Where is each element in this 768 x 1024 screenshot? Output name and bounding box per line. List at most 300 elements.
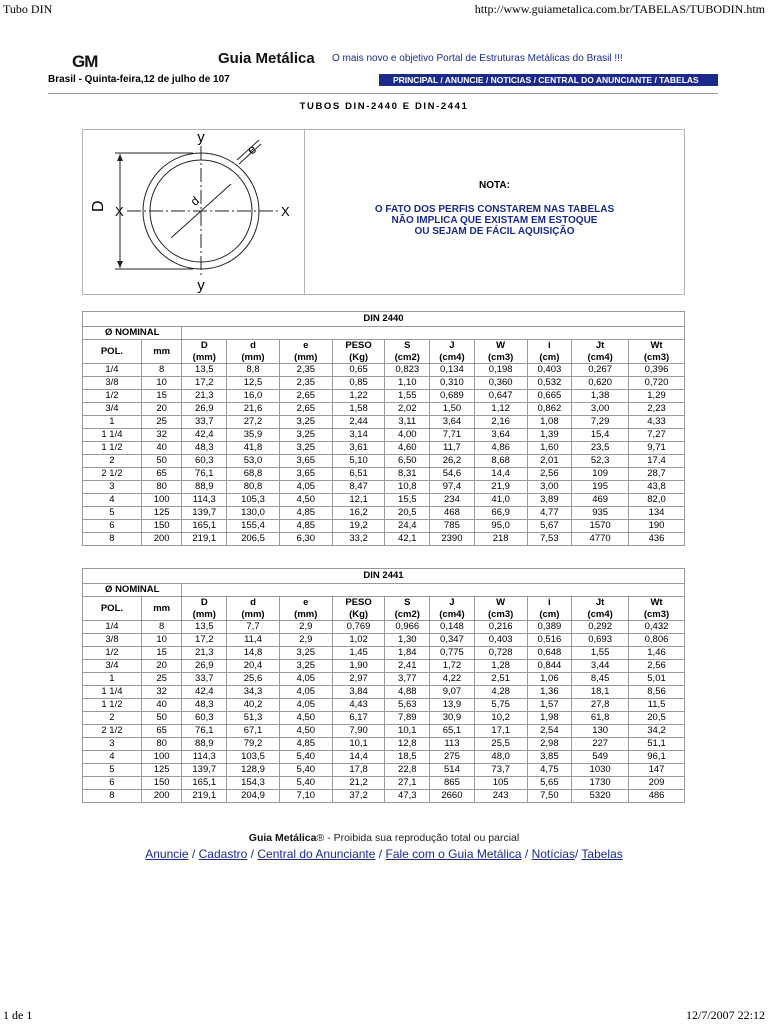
table-cell: 65 — [141, 725, 182, 738]
table-cell: 0,516 — [527, 634, 572, 647]
table-cell: 139,7 — [182, 507, 227, 520]
table-cell: 130,0 — [227, 507, 280, 520]
top-nav-bar[interactable]: PRINCIPAL / ANUNCIE / NOTICIAS / CENTRAL DO ANUNCIANTE / TABELAS — [379, 74, 718, 86]
table-cell: 0,823 — [385, 364, 430, 377]
table-cell: 3,64 — [430, 416, 475, 429]
table-cell: 3,25 — [279, 660, 332, 673]
table-row — [83, 364, 685, 377]
table-cell: 20 — [141, 403, 182, 416]
table-cell: 14,4 — [474, 468, 527, 481]
table-cell: 0,844 — [527, 660, 572, 673]
col-unit: (mm) — [294, 608, 318, 620]
table-cell: 7,50 — [527, 790, 572, 803]
table-cell: 17,4 — [629, 455, 685, 468]
table-cell: 2390 — [430, 533, 475, 546]
table-cell: 436 — [629, 533, 685, 546]
table-cell: 21,6 — [227, 403, 280, 416]
table-cell: 0,360 — [474, 377, 527, 390]
col-wall-thickness — [279, 597, 332, 621]
table-row — [83, 712, 685, 725]
table-cell: 1,72 — [430, 660, 475, 673]
col-symbol: e — [303, 340, 309, 351]
col-symbol: PESO — [345, 597, 372, 608]
col-symbol: S — [404, 340, 411, 351]
table-cell: 109 — [572, 468, 629, 481]
table-cell: 6,17 — [332, 712, 385, 725]
table-cell: 1730 — [572, 777, 629, 790]
table-cell: 2,35 — [279, 364, 332, 377]
table-cell: 42,1 — [385, 533, 430, 546]
table-cell: 3,14 — [332, 429, 385, 442]
table-row — [83, 533, 685, 546]
table-cell: 1,28 — [474, 660, 527, 673]
table-cell: 8,47 — [332, 481, 385, 494]
table-cell: 865 — [430, 777, 475, 790]
table-cell: 275 — [430, 751, 475, 764]
col-mm: mm — [141, 597, 182, 621]
site-logo[interactable]: GM — [72, 52, 98, 71]
table-cell: 9,07 — [430, 686, 475, 699]
header-blank — [182, 327, 685, 340]
table-cell: 76,1 — [182, 468, 227, 481]
col-torsion-inertia — [572, 340, 629, 364]
table-cell: 0,396 — [629, 364, 685, 377]
table-cell: 1,36 — [527, 686, 572, 699]
table-cell: 11,5 — [629, 699, 685, 712]
col-inner-diameter — [227, 340, 280, 364]
table-cell: 0,389 — [527, 621, 572, 634]
table-cell: 3,25 — [279, 647, 332, 660]
footer-brand: Guia Metálica — [248, 832, 317, 844]
table-cell: 0,403 — [527, 364, 572, 377]
din-2440-table — [82, 311, 685, 546]
outer-diameter-label: D — [90, 200, 107, 212]
col-unit: (cm4) — [439, 351, 465, 363]
table-cell: 219,1 — [182, 533, 227, 546]
y-axis-label-bottom: y — [197, 277, 205, 294]
table-cell: 190 — [629, 520, 685, 533]
col-unit: (cm3) — [487, 351, 514, 363]
table-cell: 1,50 — [430, 403, 475, 416]
table-cell: 10,1 — [332, 738, 385, 751]
table-cell: 7,71 — [430, 429, 475, 442]
table-cell: 1/2 — [83, 390, 142, 403]
table-cell: 60,3 — [182, 455, 227, 468]
table-cell: 3,00 — [527, 481, 572, 494]
table-cell: 10,2 — [474, 712, 527, 725]
table-cell: 103,5 — [227, 751, 280, 764]
table-cell: 3,84 — [332, 686, 385, 699]
table-cell: 1,02 — [332, 634, 385, 647]
table-cell: 6,51 — [332, 468, 385, 481]
col-symbol: d — [250, 597, 256, 608]
table-cell: 2 — [83, 455, 142, 468]
table-cell: 218 — [474, 533, 527, 546]
table-cell: 1570 — [572, 520, 629, 533]
col-unit: (mm) — [294, 351, 318, 363]
table-cell: 33,2 — [332, 533, 385, 546]
col-outer-diameter — [182, 597, 227, 621]
table-cell: 79,2 — [227, 738, 280, 751]
table-cell: 1,06 — [527, 673, 572, 686]
col-symbol: W — [496, 597, 506, 608]
table-cell: 50 — [141, 712, 182, 725]
print-datetime: 12/7/2007 22:12 — [685, 1008, 765, 1022]
table-row — [83, 494, 685, 507]
table-cell: 23,5 — [572, 442, 629, 455]
table-row — [83, 764, 685, 777]
table-cell: 33,7 — [182, 673, 227, 686]
table-cell: 1,60 — [527, 442, 572, 455]
table-cell: 19,2 — [332, 520, 385, 533]
table-row — [83, 507, 685, 520]
table-cell: 5,65 — [527, 777, 572, 790]
table-cell: 24,4 — [385, 520, 430, 533]
table-cell: 34,3 — [227, 686, 280, 699]
table-cell: 7,89 — [385, 712, 430, 725]
table-header-row — [83, 327, 685, 340]
table-cell: 1 1/4 — [83, 429, 142, 442]
table-cell: 3,00 — [572, 403, 629, 416]
table-cell: 14,8 — [227, 647, 280, 660]
table-cell: 1 1/2 — [83, 442, 142, 455]
table-cell: 0,216 — [474, 621, 527, 634]
note-line: OU SEJAM DE FÁCIL AQUISIÇÃO — [414, 226, 575, 237]
table-cell: 3,44 — [572, 660, 629, 673]
table-cell: 50 — [141, 455, 182, 468]
col-torsion-modulus — [629, 340, 685, 364]
table-cell: 3/8 — [83, 634, 142, 647]
table-cell: 27,1 — [385, 777, 430, 790]
footer-link-cadastro[interactable]: Cadastro — [198, 847, 248, 861]
table-cell: 1 1/4 — [83, 686, 142, 699]
table-cell: 8,56 — [629, 686, 685, 699]
table-cell: 6 — [83, 777, 142, 790]
table-cell: 935 — [572, 507, 629, 520]
table-cell: 1 — [83, 416, 142, 429]
table-cell: 40 — [141, 699, 182, 712]
table-row — [83, 481, 685, 494]
table-cell: 5,40 — [279, 777, 332, 790]
col-symbol: J — [449, 340, 455, 351]
col-symbol: PESO — [345, 340, 372, 351]
table-cell: 1 — [83, 673, 142, 686]
print-page-url: http://www.guiametalica.com.br/TABELAS/TUBODIN.htm — [474, 2, 765, 16]
table-cell: 6,50 — [385, 455, 430, 468]
col-unit: (cm2) — [394, 608, 420, 620]
din-2441-table — [82, 568, 685, 803]
table-cell: 2,51 — [474, 673, 527, 686]
table-cell: 4,85 — [279, 507, 332, 520]
table-cell: 61,8 — [572, 712, 629, 725]
table-cell: 37,2 — [332, 790, 385, 803]
table-cell: 2,54 — [527, 725, 572, 738]
col-symbol: W — [496, 340, 506, 351]
table-cell: 32 — [141, 429, 182, 442]
header-divider — [48, 93, 718, 94]
table-cell: 0,665 — [527, 390, 572, 403]
table-cell: 4,28 — [474, 686, 527, 699]
table-cell: 0,134 — [430, 364, 475, 377]
table-row — [83, 455, 685, 468]
table-row — [83, 429, 685, 442]
table-cell: 5,01 — [629, 673, 685, 686]
table-cell: 0,292 — [572, 621, 629, 634]
table-cell: 209 — [629, 777, 685, 790]
table-cell: 7,90 — [332, 725, 385, 738]
table-cell: 2,02 — [385, 403, 430, 416]
col-unit: (mm) — [192, 351, 216, 363]
table-cell: 2,98 — [527, 738, 572, 751]
header-date: Brasil - Quinta-feira,12 de julho de 107 — [48, 74, 230, 85]
table-row — [83, 442, 685, 455]
col-unit: (mm) — [192, 608, 216, 620]
table-cell: 15,5 — [385, 494, 430, 507]
table-cell: 21,2 — [332, 777, 385, 790]
table-cell: 468 — [430, 507, 475, 520]
footer-link-anuncie[interactable]: Anuncie — [145, 847, 189, 861]
col-unit: (cm3) — [643, 608, 670, 620]
table-cell: 139,7 — [182, 764, 227, 777]
col-symbol: D — [200, 597, 208, 608]
table-cell: 128,9 — [227, 764, 280, 777]
table-cell: 4,75 — [527, 764, 572, 777]
table-cell: 4,50 — [279, 712, 332, 725]
footer-link-noticias[interactable]: Notícias — [531, 847, 575, 861]
col-symbol: e — [303, 597, 309, 608]
table-cell: 17,2 — [182, 634, 227, 647]
table-title: DIN 2440 — [83, 312, 685, 327]
table-cell: 67,1 — [227, 725, 280, 738]
table-cell: 21,3 — [182, 647, 227, 660]
table-cell: 15 — [141, 390, 182, 403]
col-weight — [332, 597, 385, 621]
table-cell: 125 — [141, 507, 182, 520]
table-row — [83, 647, 685, 660]
table-cell: 27,2 — [227, 416, 280, 429]
table-row — [83, 725, 685, 738]
table-cell: 21,9 — [474, 481, 527, 494]
table-cell: 43,8 — [629, 481, 685, 494]
table-row — [83, 738, 685, 751]
table-cell: 1,12 — [474, 403, 527, 416]
table-cell: 5,10 — [332, 455, 385, 468]
table-cell: 2,9 — [279, 634, 332, 647]
table-cell: 3/8 — [83, 377, 142, 390]
footer-link-fale-conosco[interactable]: Fale com o Guia Metálica — [385, 847, 522, 861]
table-cell: 11,4 — [227, 634, 280, 647]
table-cell: 2,65 — [279, 403, 332, 416]
table-cell: 8 — [83, 790, 142, 803]
footer-link-central-anunciante[interactable]: Central do Anunciante — [257, 847, 376, 861]
table-cell: 4,05 — [279, 699, 332, 712]
table-cell: 17,1 — [474, 725, 527, 738]
table-row — [83, 686, 685, 699]
table-cell: 5,63 — [385, 699, 430, 712]
col-outer-diameter — [182, 340, 227, 364]
table-cell: 68,8 — [227, 468, 280, 481]
table-cell: 52,3 — [572, 455, 629, 468]
table-cell: 10,8 — [385, 481, 430, 494]
table-cell: 32 — [141, 686, 182, 699]
table-cell: 48,0 — [474, 751, 527, 764]
col-pol: POL. — [83, 340, 142, 364]
table-cell: 4770 — [572, 533, 629, 546]
table-cell: 2 — [83, 712, 142, 725]
site-tagline: O mais novo e objetivo Portal de Estruturas Metálicas do Brasil !!! — [332, 53, 623, 64]
table-cell: 1/2 — [83, 647, 142, 660]
table-cell: 65 — [141, 468, 182, 481]
table-cell: 147 — [629, 764, 685, 777]
table-cell: 18,5 — [385, 751, 430, 764]
col-inner-diameter — [227, 597, 280, 621]
y-axis-label-top: y — [197, 130, 205, 146]
table-row — [83, 377, 685, 390]
table-header-row — [83, 340, 685, 364]
table-cell: 4,43 — [332, 699, 385, 712]
table-cell: 5320 — [572, 790, 629, 803]
table-cell: 0,862 — [527, 403, 572, 416]
table-cell: 0,689 — [430, 390, 475, 403]
table-cell: 2,56 — [527, 468, 572, 481]
table-cell: 60,3 — [182, 712, 227, 725]
table-cell: 4,33 — [629, 416, 685, 429]
table-cell: 42,4 — [182, 429, 227, 442]
table-cell: 100 — [141, 751, 182, 764]
col-unit: (Kg) — [349, 351, 369, 363]
table-cell: 1,58 — [332, 403, 385, 416]
table-cell: 7,10 — [279, 790, 332, 803]
footer-links: Anuncie / Cadastro / Central do Anunciante / Fale com o Guia Metálica / Notícias/ Tabelas — [145, 847, 623, 861]
table-cell: 88,9 — [182, 481, 227, 494]
footer-link-tabelas[interactable]: Tabelas — [581, 847, 623, 861]
copyright-notice — [0, 832, 768, 844]
table-cell: 41,8 — [227, 442, 280, 455]
table-cell: 2 1/2 — [83, 468, 142, 481]
table-cell: 1,84 — [385, 647, 430, 660]
col-symbol: D — [200, 340, 208, 351]
table-cell: 5,75 — [474, 699, 527, 712]
table-cell: 1/4 — [83, 364, 142, 377]
col-symbol: Jt — [595, 597, 605, 608]
table-cell: 12,8 — [385, 738, 430, 751]
table-title: DIN 2441 — [83, 569, 685, 584]
table-cell: 15 — [141, 647, 182, 660]
table-cell: 165,1 — [182, 520, 227, 533]
table-cell: 54,6 — [430, 468, 475, 481]
table-cell: 234 — [430, 494, 475, 507]
table-cell: 2,56 — [629, 660, 685, 673]
col-unit: (mm) — [241, 351, 265, 363]
table-cell: 53,0 — [227, 455, 280, 468]
table-cell: 0,806 — [629, 634, 685, 647]
table-cell: 2,97 — [332, 673, 385, 686]
table-cell: 97,4 — [430, 481, 475, 494]
table-cell: 2,44 — [332, 416, 385, 429]
note-line: O FATO DOS PERFIS CONSTAREM NAS TABELAS — [374, 204, 615, 215]
table-cell: 4,60 — [385, 442, 430, 455]
table-cell: 2660 — [430, 790, 475, 803]
table-row — [83, 777, 685, 790]
table-cell: 155,4 — [227, 520, 280, 533]
table-cell: 8 — [141, 621, 182, 634]
table-cell: 2,41 — [385, 660, 430, 673]
table-cell: 0,403 — [474, 634, 527, 647]
table-cell: 785 — [430, 520, 475, 533]
table-cell: 219,1 — [182, 790, 227, 803]
table-cell: 3,25 — [279, 429, 332, 442]
table-cell: 82,0 — [629, 494, 685, 507]
table-cell: 3,65 — [279, 468, 332, 481]
table-row — [83, 660, 685, 673]
table-cell: 17,2 — [182, 377, 227, 390]
table-cell: 4,00 — [385, 429, 430, 442]
table-cell: 20,5 — [629, 712, 685, 725]
col-unit: (cm) — [539, 608, 560, 620]
figure-note-box — [82, 129, 685, 295]
table-cell: 206,5 — [227, 533, 280, 546]
table-cell: 134 — [629, 507, 685, 520]
table-cell: 88,9 — [182, 738, 227, 751]
col-unit: (Kg) — [349, 608, 369, 620]
table-cell: 3/4 — [83, 660, 142, 673]
table-cell: 16,0 — [227, 390, 280, 403]
table-cell: 28,7 — [629, 468, 685, 481]
print-page-title: Tubo DIN — [3, 2, 53, 16]
table-cell: 0,693 — [572, 634, 629, 647]
inner-diameter-label: d — [187, 193, 202, 209]
table-cell: 40,2 — [227, 699, 280, 712]
table-cell: 2 1/2 — [83, 725, 142, 738]
col-unit: (cm3) — [487, 608, 514, 620]
table-cell: 3,11 — [385, 416, 430, 429]
tube-cross-section-diagram — [83, 130, 305, 296]
table-cell: 15,4 — [572, 429, 629, 442]
table-cell: 3,64 — [474, 429, 527, 442]
table-cell: 95,0 — [474, 520, 527, 533]
table-cell: 3 — [83, 481, 142, 494]
header-blank — [182, 584, 685, 597]
table-cell: 0,85 — [332, 377, 385, 390]
wall-thickness-label: e — [243, 141, 260, 158]
table-cell: 200 — [141, 533, 182, 546]
col-section-modulus — [474, 597, 527, 621]
table-row — [83, 468, 685, 481]
note-title: NOTA: — [479, 180, 510, 191]
table-cell: 10 — [141, 634, 182, 647]
table-cell: 105,3 — [227, 494, 280, 507]
table-cell: 1,30 — [385, 634, 430, 647]
table-cell: 5 — [83, 507, 142, 520]
col-mm: mm — [141, 340, 182, 364]
col-symbol: i — [548, 597, 551, 608]
col-symbol: Jt — [595, 340, 605, 351]
table-cell: 42,4 — [182, 686, 227, 699]
table-cell: 1,55 — [572, 647, 629, 660]
print-header — [3, 2, 765, 16]
table-cell: 227 — [572, 738, 629, 751]
table-cell: 165,1 — [182, 777, 227, 790]
table-cell: 200 — [141, 790, 182, 803]
table-cell: 12,5 — [227, 377, 280, 390]
table-cell: 76,1 — [182, 725, 227, 738]
col-section-modulus — [474, 340, 527, 364]
table-cell: 4 — [83, 494, 142, 507]
table-cell: 48,3 — [182, 442, 227, 455]
col-torsion-inertia — [572, 597, 629, 621]
table-cell: 113 — [430, 738, 475, 751]
table-cell: 25,6 — [227, 673, 280, 686]
